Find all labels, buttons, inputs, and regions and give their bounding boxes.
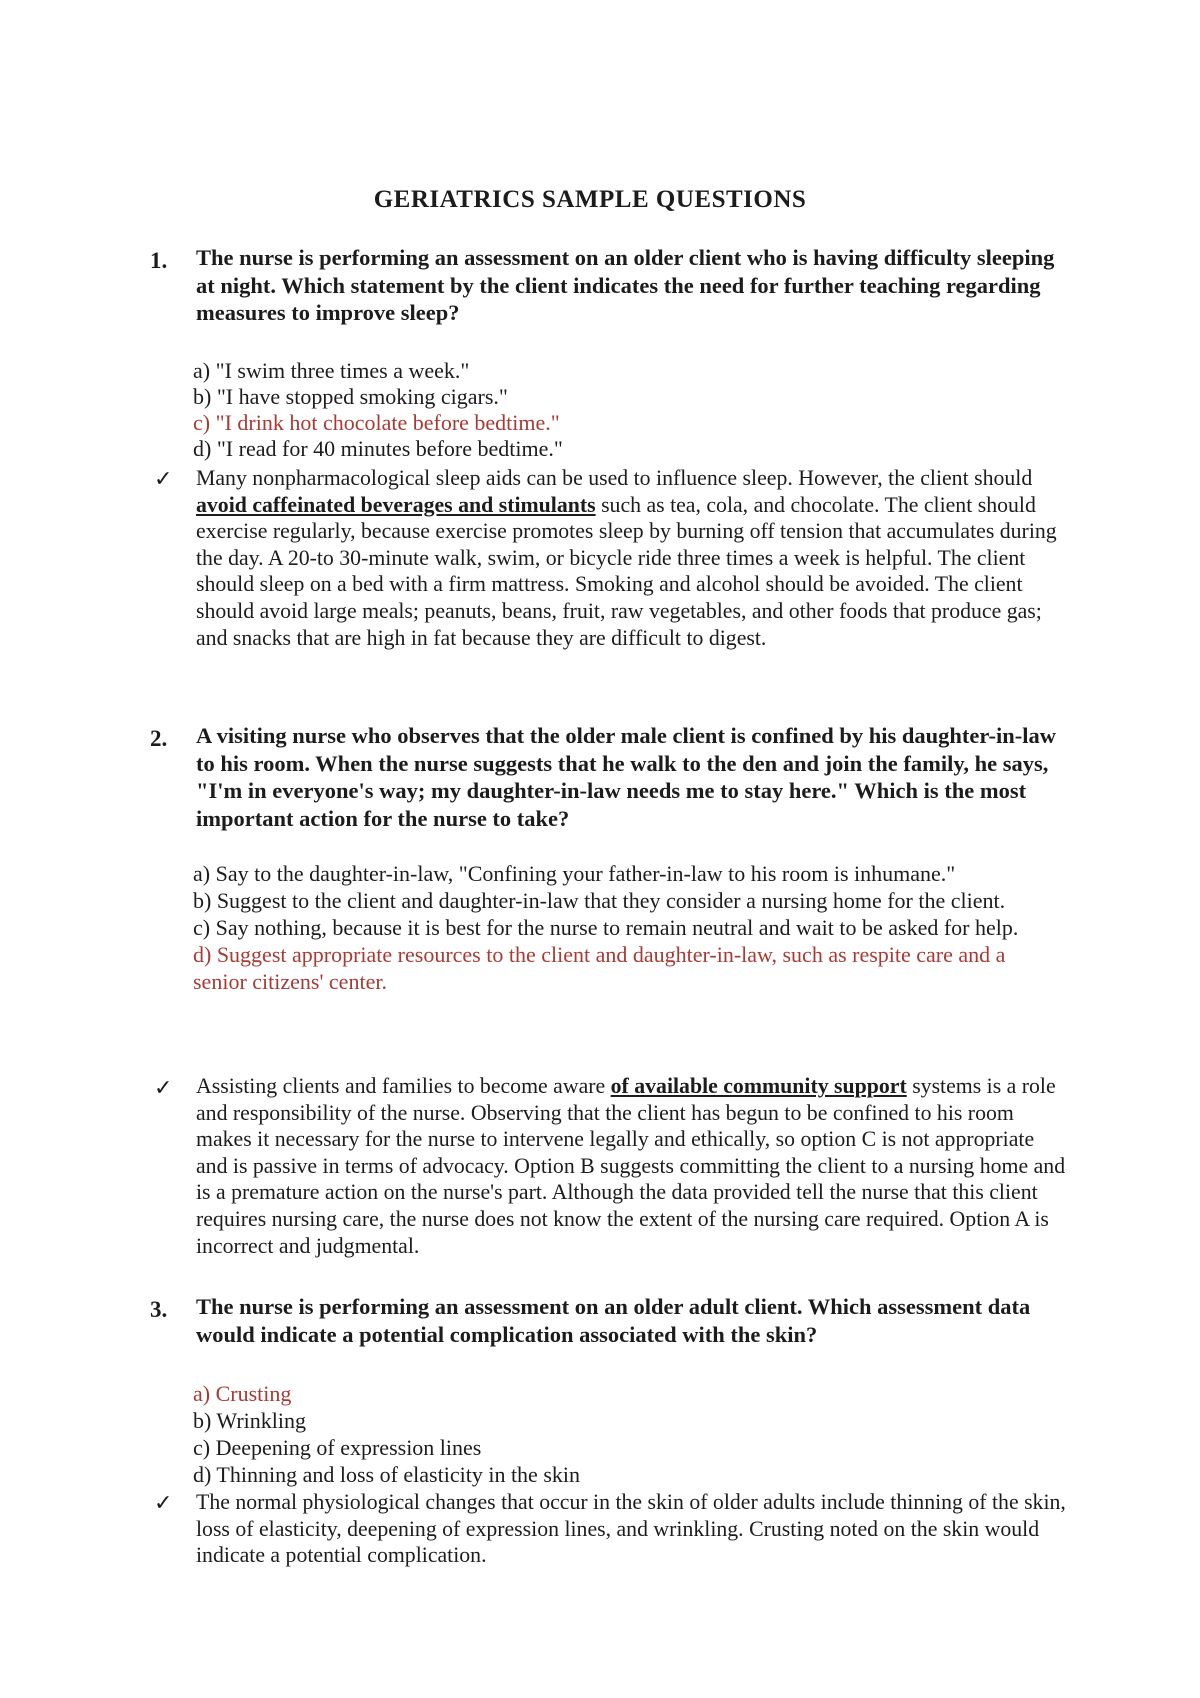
q3-option-a-correct: a) Crusting	[193, 1381, 292, 1406]
q2-explanation-start: Assisting clients and families to become aware	[196, 1074, 606, 1098]
question-1-text: The nurse is performing an assessment on an older client who is having difficulty sleeping at night. Which statement by the client indicates the need for further teaching regarding measures to improve sleep?	[196, 245, 1055, 325]
question-3-explanation: The normal physiological changes that occur in the skin of older adults include thinning of the skin, loss of elasticity, deepening of expression lines, and wrinkling. Crusting noted on the skin would indicate a potential complication.	[196, 1490, 1066, 1568]
question-2-number: 2.	[150, 726, 168, 751]
q3-option-c: c) Deepening of expression lines	[193, 1435, 482, 1460]
check-mark-icon: ✓	[154, 466, 173, 491]
page-title: GERIATRICS SAMPLE QUESTIONS	[373, 186, 807, 213]
q2-option-d-correct: d) Suggest appropriate resources to the client and daughter-in-law, such as respite care and a senior citizens' center.	[193, 942, 1006, 994]
q1-option-b: b) "I have stopped smoking cigars."	[193, 384, 508, 409]
question-1-explanation	[196, 465, 1068, 651]
q3-option-b: b) Wrinkling	[193, 1408, 306, 1433]
question-1-number: 1.	[150, 248, 168, 273]
q1-explanation-end: such as tea, cola, and chocolate. The client should exercise regularly, because exercise promotes sleep by burning off tension that accumulates during the day. A 20-to 30-minute walk, swim, or bicycle ride three times a week is helpful. The client should sleep on a bed with a firm mattress. Smoking and alcohol should be avoided. The client should avoid large meals; peanuts, beans, fruit, raw vegetables, and other foods that produce gas; and snacks that are high in fat because they are difficult to digest.	[196, 492, 1057, 650]
q2-explanation-end: systems is a role and responsibility of the nurse. Observing that the client has begun to be confined to his room makes it necessary for the nurse to intervene legally and ethically, so option C is not appropriate and is passive in terms of advocacy. Option B suggests committing the client to a nursing home and is a premature action on the nurse's part. Although the data provided tell the nurse that this client requires nursing care, the nurse does not know the extent of the nursing care required. Option A is incorrect and judgmental.	[196, 1074, 1066, 1258]
question-3-text: The nurse is performing an assessment on an older adult client. Which assessment data would indicate a potential complication associated with the skin?	[196, 1294, 1031, 1347]
q1-option-c-correct: c) "I drink hot chocolate before bedtime."	[193, 410, 560, 435]
q1-option-d: d) "I read for 40 minutes before bedtime."	[193, 436, 563, 461]
question-3-options	[193, 1380, 1073, 1488]
question-2-text: A visiting nurse who observes that the older male client is confined by his daughter-in-law to his room. When the nurse suggests that he walk to the den and join the family, he says, "I'm in everyone's way; my daughter-in-law needs me to stay here." Which is the most important action for the nurse to take?	[196, 723, 1057, 831]
question-2-explanation	[196, 1073, 1068, 1259]
q3-option-d: d) Thinning and loss of elasticity in the skin	[193, 1462, 580, 1487]
q1-explanation-start: Many nonpharmacological sleep aids can be used to influence sleep. However, the client should	[196, 466, 1033, 490]
question-1-options	[193, 358, 1073, 462]
check-mark-icon: ✓	[154, 1490, 173, 1515]
check-mark-icon: ✓	[154, 1075, 173, 1100]
q1-option-a: a) "I swim three times a week."	[193, 358, 470, 383]
q2-option-a: a) Say to the daughter-in-law, "Confining your father-in-law to his room is inhumane."	[193, 861, 956, 886]
question-3-number: 3.	[150, 1297, 168, 1322]
q2-explanation-highlight: of available community support	[610, 1074, 907, 1098]
q2-option-b: b) Suggest to the client and daughter-in-law that they consider a nursing home for the client.	[193, 888, 1006, 913]
q2-option-c: c) Say nothing, because it is best for the nurse to remain neutral and wait to be asked for help.	[193, 915, 1019, 940]
question-2-options	[193, 860, 1063, 995]
q1-explanation-highlight: avoid caffeinated beverages and stimulants	[196, 492, 596, 517]
